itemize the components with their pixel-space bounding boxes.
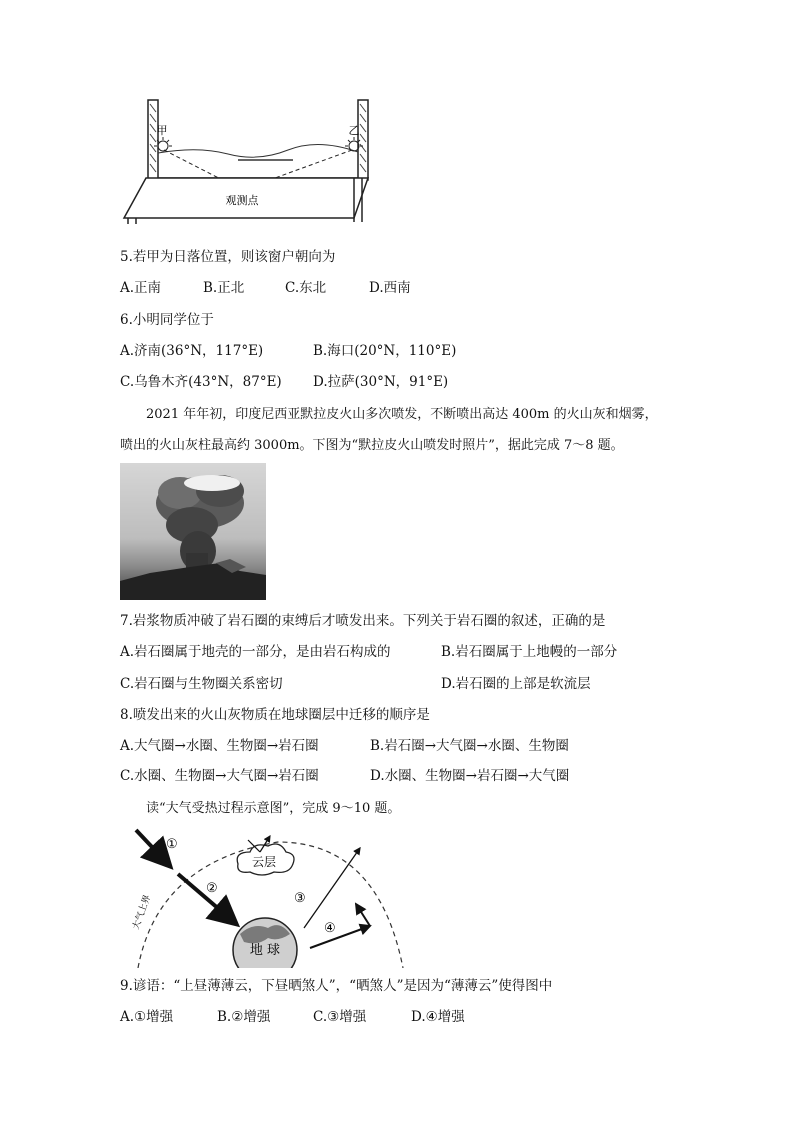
q9-option-b[interactable]: B.②增强: [217, 1009, 271, 1025]
q7-option-d[interactable]: D.岩石圈的上部是软流层: [441, 676, 591, 692]
q5-stem: 5.若甲为日落位置，则该窗户朝向为: [120, 249, 336, 265]
passage-heating: 读“大气受热过程示意图”，完成 9～10 题。: [146, 801, 401, 816]
q7-stem: 7.岩浆物质冲破了岩石圈的束缚后才喷发出来。下列关于岩石圈的叙述，正确的是: [120, 613, 606, 629]
window-figure: [118, 98, 378, 224]
q8-option-c[interactable]: C.水圈、生物圈→大气圈→岩石圈: [120, 768, 319, 784]
q9-stem: 9.谚语：“上昼薄薄云，下昼晒煞人”，“晒煞人”是因为“薄薄云”使得图中: [120, 978, 553, 994]
volcano-photo: [120, 463, 266, 600]
q7-option-c[interactable]: C.岩石圈与生物圈关系密切: [120, 676, 283, 692]
label-cloud: 云层: [251, 855, 277, 869]
label-observation-point: 观测点: [225, 194, 259, 207]
label-yi: 乙: [348, 124, 360, 137]
q5-option-a[interactable]: A.正南: [120, 280, 162, 296]
label-arrow-2: ②: [206, 881, 218, 896]
q9-option-c[interactable]: C.③增强: [313, 1009, 367, 1025]
q8-option-a[interactable]: A.大气圈→水圈、生物圈→岩石圈: [120, 738, 319, 754]
q7-option-a[interactable]: A.岩石圈属于地壳的一部分，是由岩石构成的: [120, 644, 391, 660]
label-atmosphere-boundary: 大气上界: [131, 893, 154, 932]
q6-option-a[interactable]: A.济南(36°N，117°E): [120, 343, 264, 359]
q8-option-b[interactable]: B.岩石圈→大气圈→水圈、生物圈: [370, 738, 569, 754]
q6-stem: 6.小明同学位于: [120, 312, 214, 328]
passage-volcano-line1: 2021 年年初，印度尼西亚默拉皮火山多次喷发，不断喷出高达 400m 的火山灰和烟雾，: [146, 407, 658, 422]
heating-figure: [118, 822, 418, 968]
passage-volcano-line2: 喷出的火山灰柱最高约 3000m。下图为“默拉皮火山喷发时照片”，据此完成 7～8 题。: [120, 438, 624, 453]
q5-option-d[interactable]: D.西南: [369, 280, 411, 296]
q7-option-b[interactable]: B.岩石圈属于上地幔的一部分: [441, 644, 618, 660]
q9-option-a[interactable]: A.①增强: [120, 1009, 174, 1025]
q8-stem: 8.喷发出来的火山灰物质在地球圈层中迁移的顺序是: [120, 707, 430, 723]
q6-option-d[interactable]: D.拉萨(30°N，91°E): [313, 374, 449, 390]
q9-option-d[interactable]: D.④增强: [411, 1009, 465, 1025]
label-earth: 地 球: [249, 943, 281, 958]
label-arrow-1: ①: [166, 837, 178, 852]
label-arrow-3: ③: [294, 891, 306, 906]
q6-option-b[interactable]: B.海口(20°N，110°E): [313, 343, 457, 359]
q6-option-c[interactable]: C.乌鲁木齐(43°N，87°E): [120, 374, 282, 390]
q5-option-c[interactable]: C.东北: [285, 280, 327, 296]
q8-option-d[interactable]: D.水圈、生物圈→岩石圈→大气圈: [370, 768, 570, 784]
q5-option-b[interactable]: B.正北: [203, 280, 245, 296]
label-arrow-4: ④: [324, 921, 336, 936]
label-jia: 甲: [156, 124, 168, 137]
